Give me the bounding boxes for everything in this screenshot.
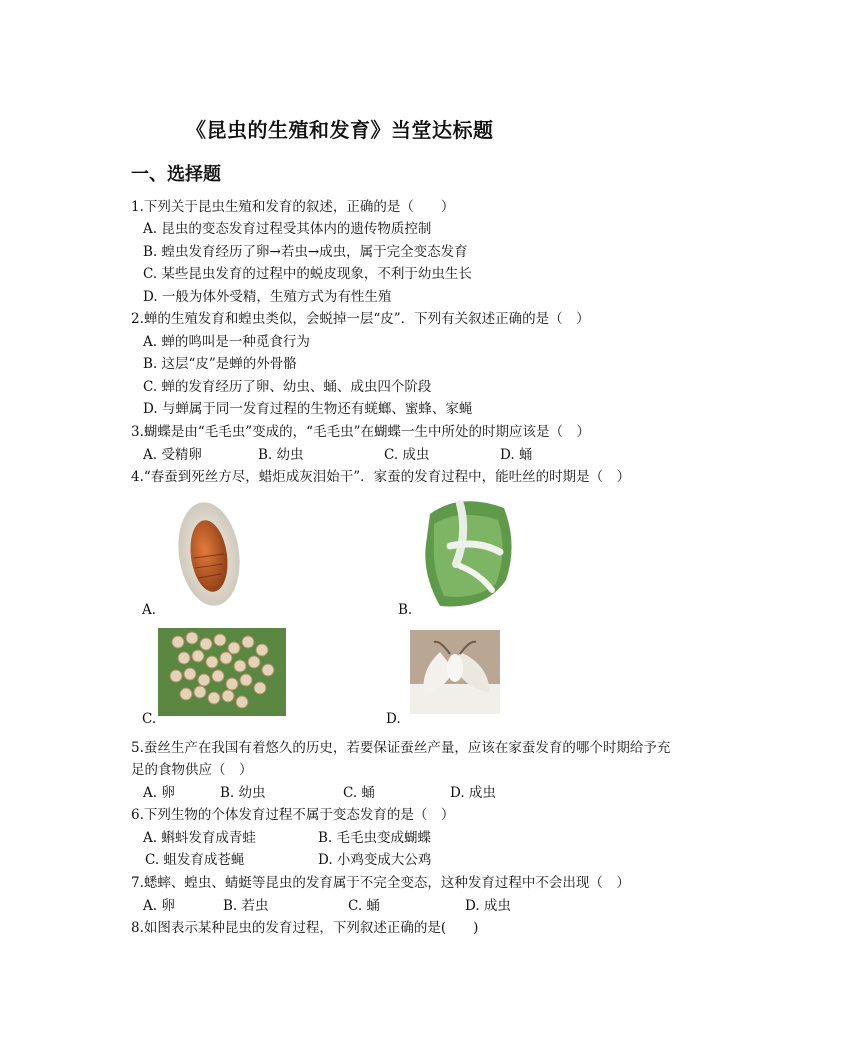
question-5-stem-line-2: 足的食物供应（ ）	[131, 762, 253, 778]
egg	[170, 670, 182, 682]
section-heading: 一、选择题	[131, 164, 221, 185]
egg	[172, 636, 184, 648]
question-5-option-b: B. 幼虫	[220, 785, 266, 801]
egg	[192, 650, 204, 662]
question-5-option-a: A. 卵	[143, 785, 175, 801]
silk-moth-image	[410, 630, 500, 714]
egg	[242, 636, 254, 648]
egg	[236, 696, 248, 708]
question-2-option-b: B. 这层“皮”是蝉的外骨骼	[143, 356, 297, 372]
question-6-option-c: C. 蛆发育成苍蝇	[145, 852, 245, 868]
question-1-stem: 1.下列关于昆虫生殖和发育的叙述，正确的是（ ）	[131, 199, 455, 215]
page-title: 《昆虫的生殖和发育》当堂达标题	[186, 118, 494, 142]
egg	[222, 690, 234, 702]
egg	[228, 642, 240, 654]
question-5-stem-line-1: 5.蚕丝生产在我国有着悠久的历史，若要保证蚕丝产量，应该在家蚕发育的哪个时期给予充	[131, 740, 671, 756]
egg	[198, 674, 210, 686]
question-7-option-a: A. 卵	[143, 898, 175, 914]
egg	[256, 644, 268, 656]
silkworm-larva-image	[420, 494, 516, 610]
question-4-stem: 4.“春蚕到死丝方尽，蜡炬成灰泪始干”．家蚕的发育过程中，能吐丝的时期是（ ）	[131, 469, 631, 485]
egg	[206, 656, 218, 668]
question-4-option-c: C.	[142, 711, 157, 727]
egg	[212, 670, 224, 682]
question-7-option-c: C. 蛹	[348, 898, 380, 914]
question-7-option-d: D. 成虫	[465, 898, 511, 914]
egg	[262, 664, 274, 676]
question-7-option-b: B. 若虫	[223, 898, 269, 914]
question-4-option-b: B.	[398, 602, 413, 618]
silkworm-eggs-image	[158, 628, 286, 716]
pupa-image	[172, 498, 246, 610]
question-2-option-a: A. 蝉的鸣叫是一种觅食行为	[143, 334, 310, 350]
question-1-option-d: D. 一般为体外受精，生殖方式为有性生殖	[143, 289, 392, 305]
question-6-stem: 6.下列生物的个体发育过程不属于变态发育的是（ ）	[131, 807, 455, 823]
question-4-option-a: A.	[142, 602, 157, 618]
question-5-option-c: C. 蛹	[343, 785, 375, 801]
egg	[186, 632, 198, 644]
egg	[234, 660, 246, 672]
question-1-option-a: A. 昆虫的变态发育过程受其体内的遗传物质控制	[143, 221, 432, 237]
egg	[240, 674, 252, 686]
question-2-option-d: D. 与蝉属于同一发育过程的生物还有蜣螂、蜜蜂、家蝇	[143, 401, 473, 417]
egg	[194, 686, 206, 698]
egg	[220, 652, 232, 664]
question-4-option-d: D.	[386, 711, 401, 727]
egg	[254, 682, 266, 694]
egg	[180, 688, 192, 700]
question-3-option-b: B. 幼虫	[258, 447, 304, 463]
egg	[184, 668, 196, 680]
question-2-stem: 2.蝉的生殖发育和蝗虫类似，会蜕掉一层“皮”．下列有关叙述正确的是（ ）	[131, 311, 590, 327]
egg	[178, 652, 190, 664]
question-3-option-c: C. 成虫	[384, 447, 430, 463]
egg	[208, 692, 220, 704]
egg	[200, 638, 212, 650]
question-7-stem: 7.蟋蟀、蝗虫、蜻蜓等昆虫的发育属于不完全变态，这种发育过程中不会出现（ ）	[131, 875, 630, 891]
question-1-option-c: C. 某些昆虫发育的过程中的蜕皮现象，不利于幼虫生长	[143, 266, 472, 282]
egg	[248, 656, 260, 668]
egg	[214, 634, 226, 646]
question-6-option-b: B. 毛毛虫变成蝴蝶	[318, 830, 432, 846]
question-3-option-a: A. 受精卵	[143, 447, 202, 463]
question-5-option-d: D. 成虫	[450, 785, 496, 801]
question-1-option-b: B. 蝗虫发育经历了卵→若虫→成虫，属于完全变态发育	[143, 244, 468, 260]
question-2-option-c: C. 蝉的发育经历了卵、幼虫、蛹、成虫四个阶段	[143, 379, 432, 395]
question-3-stem: 3.蝴蝶是由“毛毛虫”变成的，“毛毛虫”在蝴蝶一生中所处的时期应该是（ ）	[131, 424, 590, 440]
question-6-option-a: A. 蝌蚪发育成青蛙	[143, 830, 256, 846]
question-8-stem: 8.如图表示某种昆虫的发育过程，下列叙述正确的是( )	[131, 920, 479, 936]
question-3-option-d: D. 蛹	[500, 447, 533, 463]
question-6-option-d: D. 小鸡变成大公鸡	[318, 852, 432, 868]
egg	[226, 678, 238, 690]
